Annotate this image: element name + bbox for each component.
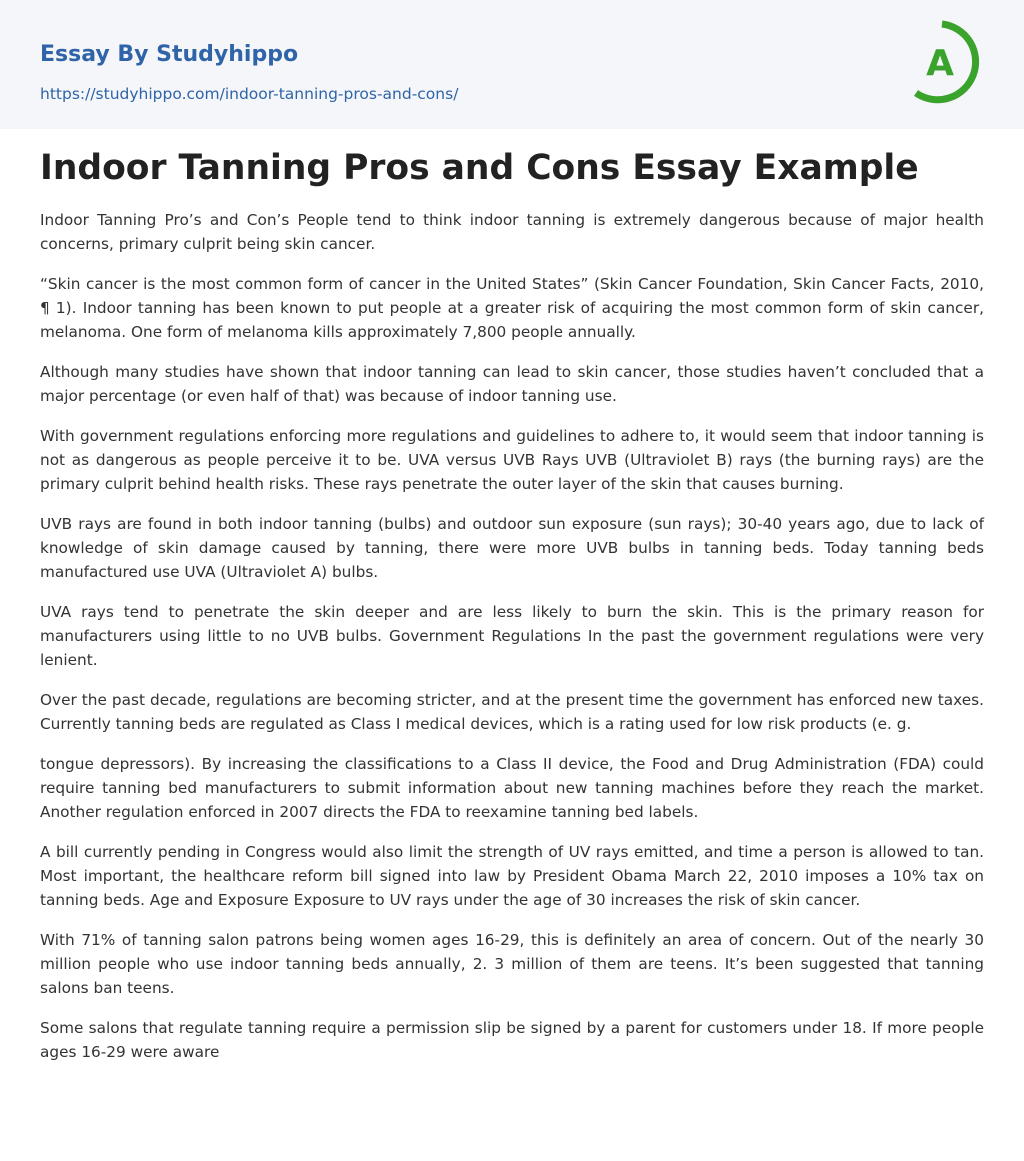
essay-content <box>40 142 984 1080</box>
studyhippo-logo-icon[interactable] <box>912 19 986 105</box>
essay-paragraph: UVA rays tend to penetrate the skin deeper and are less likely to burn the skin. This is the primary reason for manufacturers using little to no UVB bulbs. Government Regulations In the past the government regulations were very lenient. <box>40 603 984 669</box>
essay-body <box>40 208 984 1064</box>
logo-letter: A <box>926 43 954 84</box>
essay-paragraph: “Skin cancer is the most common form of cancer in the United States” (Skin Cancer Foundation, Skin Cancer Facts, 2010, ¶ 1). Indoor tanning has been known to put people at a greater risk of acquiring the most common form of skin cancer, melanoma. One form of melanoma kills approximately 7,800 people annually. <box>40 275 984 341</box>
site-title[interactable]: Essay By Studyhippo <box>40 42 299 67</box>
essay-paragraph: tongue depressors). By increasing the classifications to a Class II device, the Food and Drug Administration (FDA) could require tanning bed manufacturers to submit information about new tanning machines before they reach the market. Another regulation enforced in 2007 directs the FDA to reexamine tanning bed labels. <box>40 755 984 821</box>
essay-paragraph: Some salons that regulate tanning require a permission slip be signed by a parent for customers under 18. If more people ages 16-29 were aware <box>40 1019 984 1061</box>
essay-url-link[interactable]: https://studyhippo.com/indoor-tanning-pros-and-cons/ <box>40 85 459 103</box>
site-header <box>0 0 1024 129</box>
logo-ring-icon <box>912 19 986 105</box>
essay-paragraph: A bill currently pending in Congress would also limit the strength of UV rays emitted, and time a person is allowed to tan. Most important, the healthcare reform bill signed into law by President Obama March 22, 2010 imposes a 10% tax on tanning beds. Age and Exposure Exposure to UV rays under the age of 30 increases the risk of skin cancer. <box>40 843 984 909</box>
essay-paragraph: With 71% of tanning salon patrons being women ages 16-29, this is definitely an area of concern. Out of the nearly 30 million people who use indoor tanning beds annually, 2. 3 million of them are teens. It’s been suggested that tanning salons ban teens. <box>40 931 984 997</box>
essay-paragraph: UVB rays are found in both indoor tanning (bulbs) and outdoor sun exposure (sun rays); 30-40 years ago, due to lack of knowledge of skin damage caused by tanning, there were more UVB bulbs in tanning beds. Today tanning beds manufactured use UVA (Ultraviolet A) bulbs. <box>40 515 984 581</box>
essay-paragraph: Although many studies have shown that indoor tanning can lead to skin cancer, those studies haven’t concluded that a major percentage (or even half of that) was because of indoor tanning use. <box>40 363 984 405</box>
essay-paragraph: Over the past decade, regulations are becoming stricter, and at the present time the government has enforced new taxes. Currently tanning beds are regulated as Class I medical devices, which is a rating used for low risk products (e. g. <box>40 691 984 733</box>
page-title: Indoor Tanning Pros and Cons Essay Example <box>40 148 919 188</box>
essay-paragraph: Indoor Tanning Pro’s and Con’s People tend to think indoor tanning is extremely dangerous because of major health concerns, primary culprit being skin cancer. <box>40 211 984 253</box>
essay-paragraph: With government regulations enforcing more regulations and guidelines to adhere to, it would seem that indoor tanning is not as dangerous as people perceive it to be. UVA versus UVB Rays UVB (Ultraviolet B) rays (the burning rays) are the primary culprit behind health risks. These rays penetrate the outer layer of the skin that causes burning. <box>40 427 984 493</box>
